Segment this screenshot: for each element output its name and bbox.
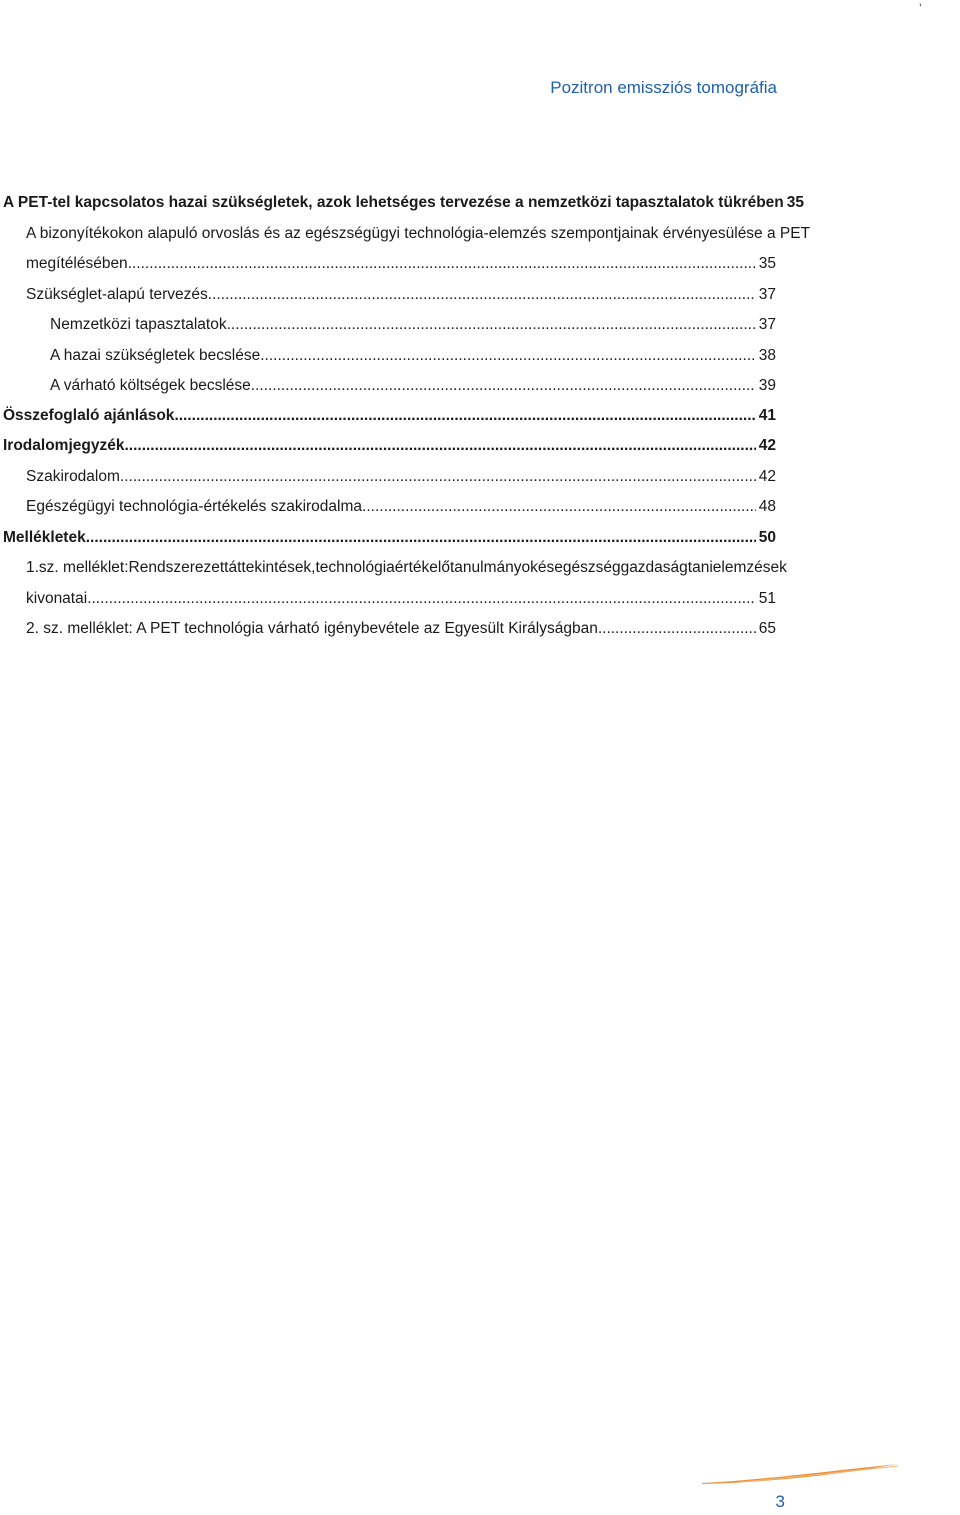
toc-entry[interactable]: [26, 280, 776, 310]
toc-entry[interactable]: [3, 401, 776, 431]
toc-page-number: 35: [758, 255, 776, 272]
toc-entry-text: Szakirodalom: [26, 468, 120, 485]
toc-entry[interactable]: [50, 371, 776, 401]
toc-leader: [124, 431, 755, 461]
toc-leader: [260, 341, 756, 371]
toc-page-number: 37: [758, 286, 776, 303]
toc-entry-text: A hazai szükségletek becslése: [50, 347, 261, 364]
toc-leader: [602, 614, 756, 644]
toc-page-number: 51: [758, 590, 776, 607]
toc-word: technológia: [315, 559, 395, 576]
toc-entry[interactable]: [50, 341, 776, 371]
toc-entry-text: megítélésében: [26, 255, 128, 272]
toc-entry-text: 2. sz. melléklet: A PET technológia várható igénybevétele az Egyesült Királyságban.: [26, 620, 603, 637]
toc-leader: [208, 280, 756, 310]
toc-word: és: [537, 559, 555, 576]
toc-entry-text: Mellékletek: [3, 529, 86, 546]
footer-swoosh-decoration: [700, 1462, 900, 1486]
toc-entry[interactable]: [3, 431, 776, 461]
toc-entry-text: A bizonyítékokon alapuló orvoslás és az egészségügyi technológia-elemzés szempontjainak érvényesülése a PET: [26, 225, 811, 242]
toc-leader: [128, 249, 756, 279]
toc-page-number: 48: [758, 498, 776, 515]
running-header-title: Pozitron emissziós tomográfia: [550, 78, 777, 97]
toc-leader: [227, 310, 756, 340]
toc-leader: [251, 371, 756, 401]
toc-word: áttekintések,: [228, 559, 316, 576]
toc-word: értékelő: [394, 559, 450, 576]
toc-word: elemzések: [712, 559, 787, 576]
toc-entry[interactable]: [50, 310, 776, 340]
toc-leader: [87, 584, 756, 614]
toc-page-number: 39: [758, 377, 776, 394]
toc-entry[interactable]: [26, 492, 776, 522]
toc-entry-text: Irodalomjegyzék: [3, 437, 125, 454]
toc-entry-line1[interactable]: [26, 219, 811, 249]
toc-page-number: 50: [758, 529, 776, 546]
toc-entry[interactable]: [26, 614, 776, 644]
toc-page-number: 65: [758, 620, 776, 637]
toc-word: tanulmányok: [449, 559, 538, 576]
toc-entry[interactable]: [3, 523, 776, 553]
page-number: 3: [775, 1492, 785, 1511]
toc-entry-text: Összefoglaló ajánlások: [3, 407, 175, 424]
toc-entry-line1[interactable]: [26, 553, 787, 583]
toc-leader: [174, 401, 755, 431]
toc-word: Rendszerezett: [128, 559, 229, 576]
corner-mark: ,: [918, 0, 922, 8]
toc-entry-text: kivonatai: [26, 590, 88, 607]
toc-entry[interactable]: [26, 249, 776, 279]
toc-page-number: 42: [758, 437, 776, 454]
toc-entry[interactable]: [26, 462, 776, 492]
toc-leader: [86, 523, 756, 553]
toc-entry-text: Egészégügyi technológia-értékelés szakirodalma: [26, 498, 363, 515]
toc-word: egészséggazdaságtani: [554, 559, 713, 576]
toc-leader: [362, 492, 756, 522]
toc-entry[interactable]: [3, 188, 805, 218]
toc-leader: [120, 462, 756, 492]
toc-page-number: 41: [758, 407, 776, 424]
toc-entry-text: Szükséglet-alapú tervezés: [26, 286, 208, 303]
toc-entry-text: A PET-tel kapcsolatos hazai szükségletek, azok lehetséges tervezése a nemzetközi tapasztalatok tükrében: [3, 194, 784, 211]
toc-entry[interactable]: [26, 584, 776, 614]
toc-page-number: 37: [758, 316, 776, 333]
toc-word: 1.sz. melléklet:: [26, 559, 129, 576]
toc-page-number: 42: [758, 468, 776, 485]
toc-entry-text: Nemzetközi tapasztalatok: [50, 316, 227, 333]
toc-page-number: 35: [786, 194, 805, 211]
toc-entry-text: A várható költségek becslése: [50, 377, 251, 394]
toc-page-number: 38: [758, 347, 776, 364]
